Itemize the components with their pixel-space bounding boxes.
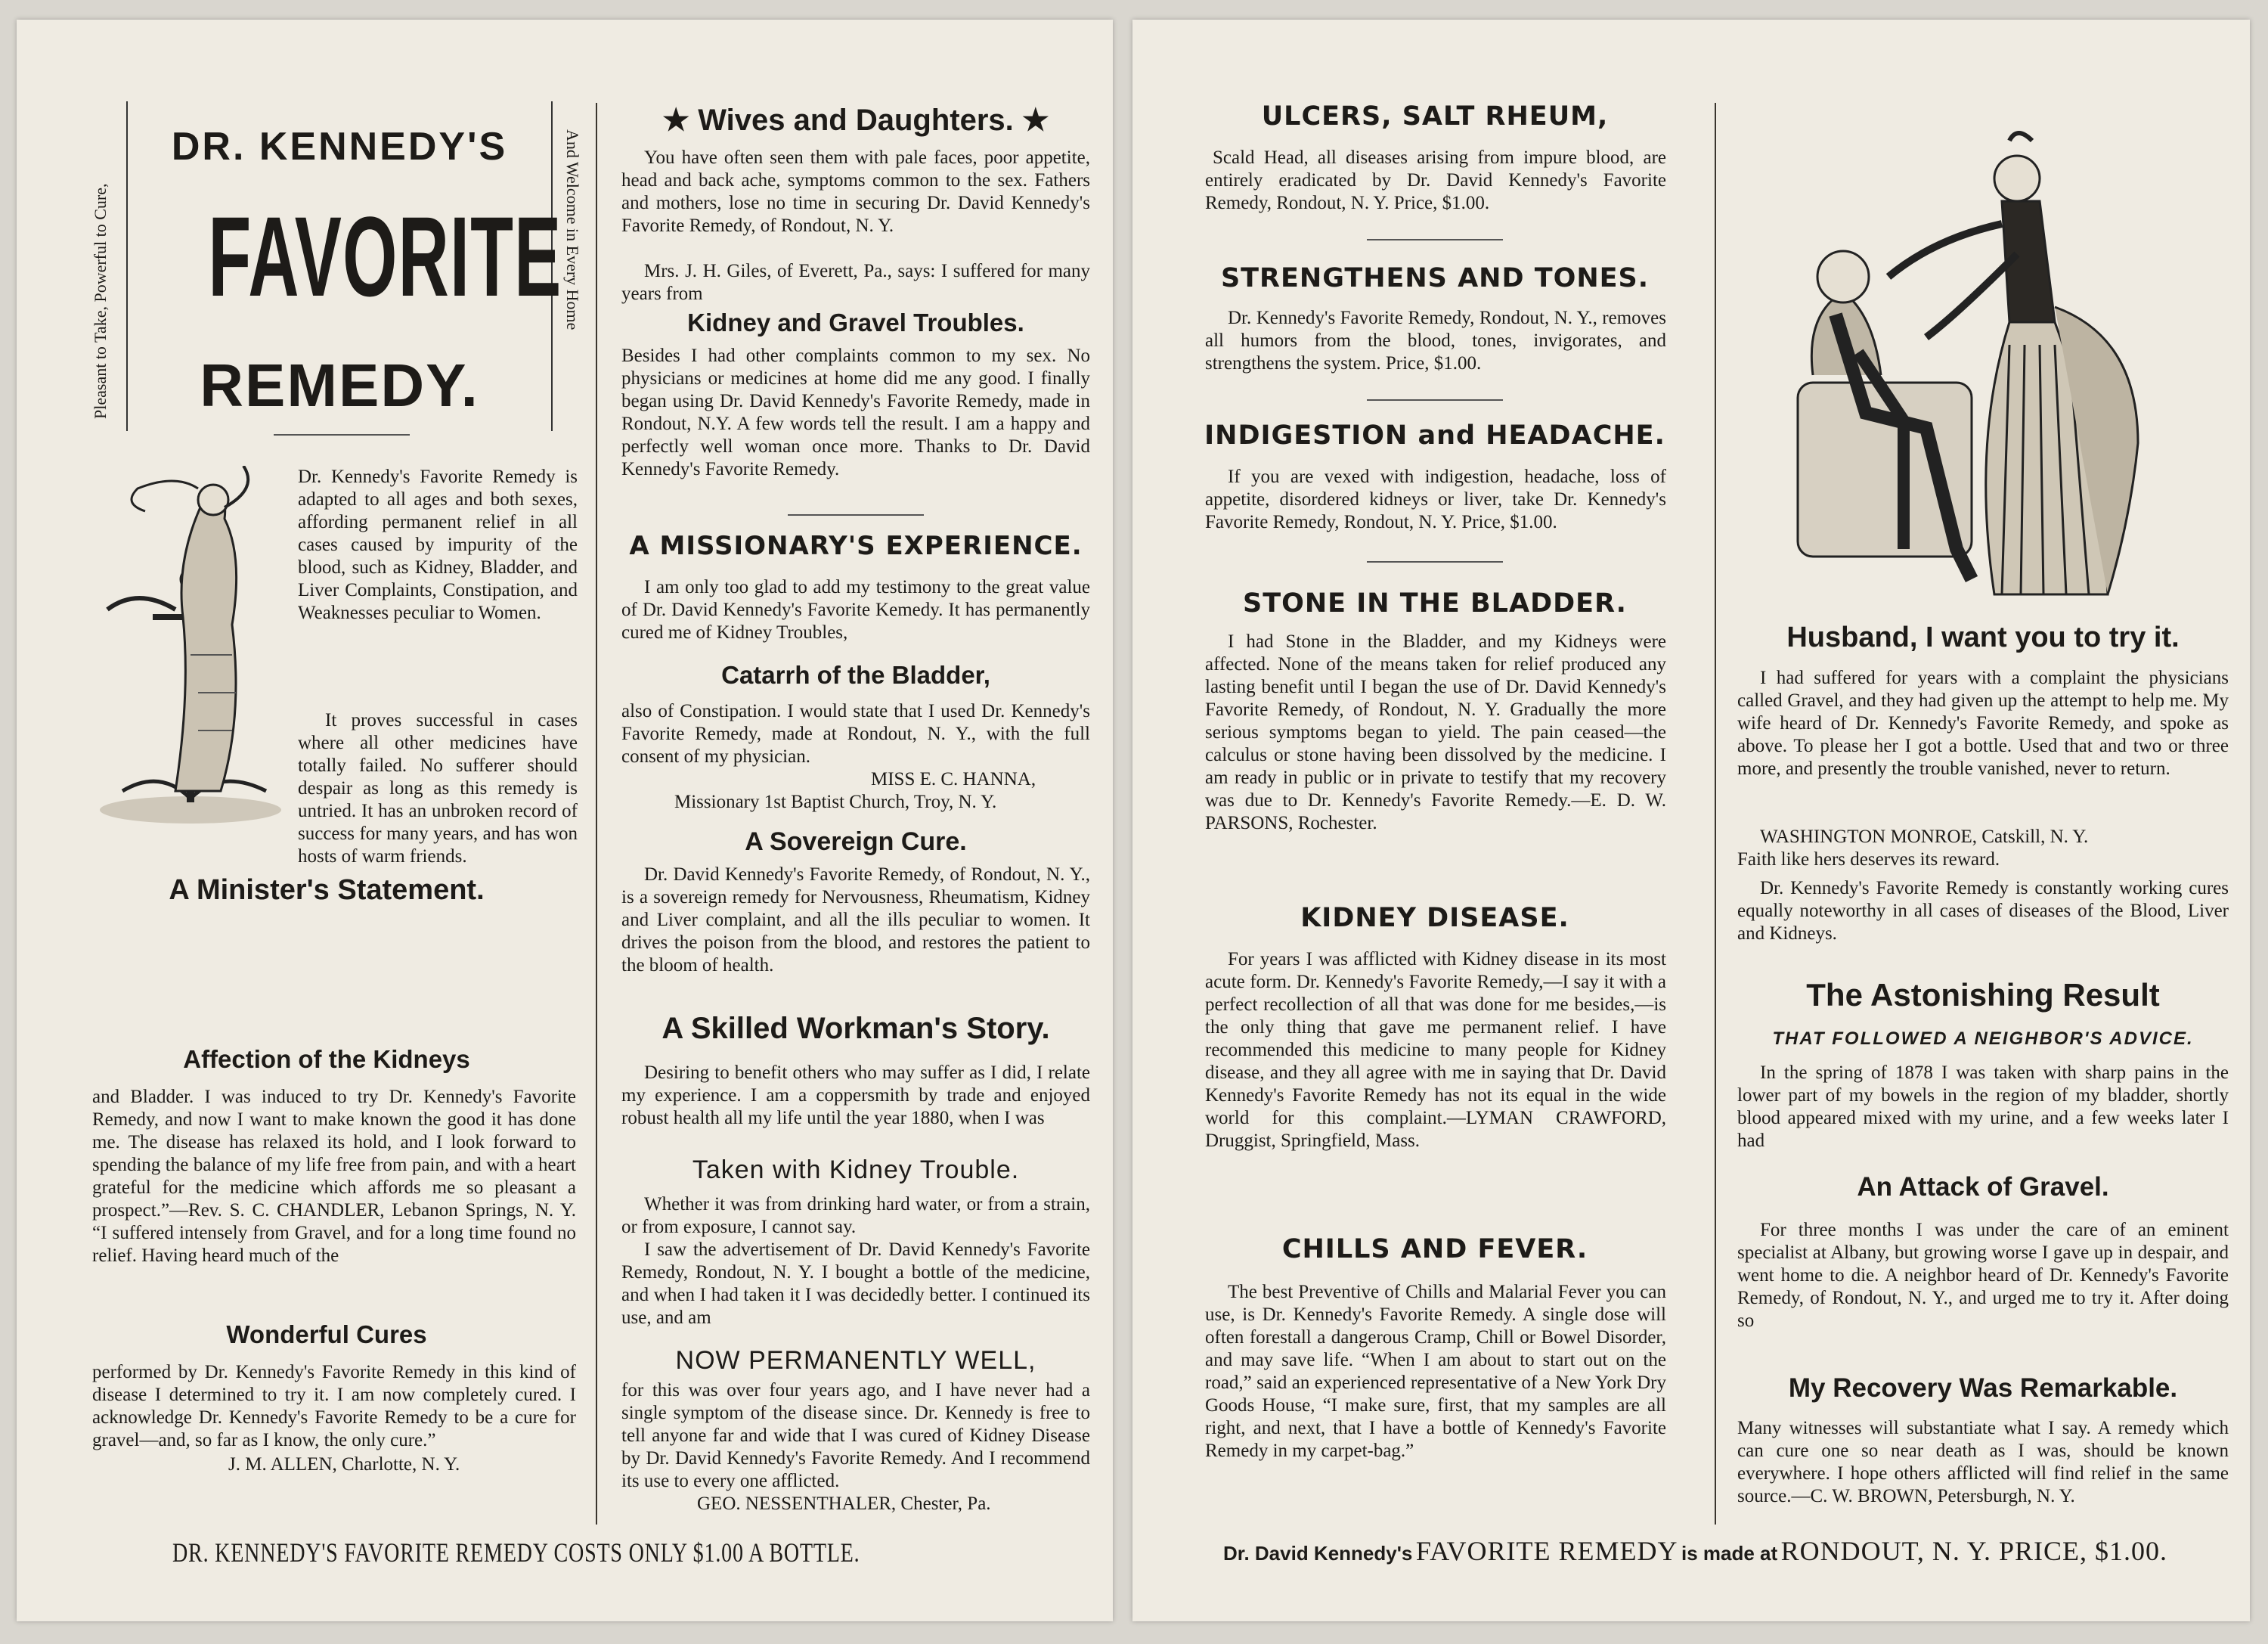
recovery-heading: My Recovery Was Remarkable.	[1788, 1373, 2178, 1403]
missionary-heading: A MISSIONARY'S EXPERIENCE.	[629, 531, 1083, 561]
footer-part-d: RONDOUT, N. Y. PRICE, $1.00.	[1780, 1536, 2167, 1566]
masthead-line2: FAVORITE	[208, 193, 562, 320]
taken-text: Whether it was from drinking hard water, or from a strain, or from exposure, I cannot say.	[621, 1194, 1090, 1237]
divider	[274, 434, 410, 436]
footer-part-c: is made at	[1681, 1542, 1778, 1565]
affection-text: and Bladder. I was induced to try Dr. Kennedy's Favorite Remedy, and now I want to make known the good it has done me. The disease has relaxed its hold, and I look forward to spending the balance of my life free from pain, and with a heart grateful for the medicine which affords me so pleasant a prospect.”—Rev. S. C. CHANDLER, Lebanon Springs, N. Y. “I suffered intensely from Gravel, and for a long time found no relief. Having heard much of the	[92, 1087, 576, 1266]
husband-text: I had suffered for years with a complaint the physicians called Gravel, and they had given up the attempt to help me. My wife heard of Dr. Kennedy's Favorite Remedy, and spoke as above. To please her I got a bottle. Used that and two or three more, and presently the trouble vanished, never to return.	[1737, 668, 2229, 779]
kidney-gravel-text: Besides I had other complaints common to my sex. No physicians or medicines at home did me any good. I finally began using Dr. David Kennedy's Favorite Remedy, made in Rondout, N.Y. A few words tell the result. I am a happy and perfectly well woman once more. Thanks to Dr. David Kennedy's Favorite Remedy.	[621, 346, 1090, 479]
divider	[1367, 561, 1503, 563]
workman-text: Desiring to benefit others who may suffer as I did, I relate my experience. I am a coppersmith by trade and enjoyed robust health all my life until the year 1880, when I was	[621, 1062, 1090, 1128]
divider	[788, 514, 924, 516]
husband-text-2: Faith like hers deserves its reward.	[1737, 849, 2000, 870]
taken-text-2: I saw the advertisement of Dr. David Kennedy's Favorite Remedy, Rondout, N. Y. I bought a bottle of the medicine, and when I had taken it I was decidedly better. I continued its use, and am	[621, 1239, 1090, 1328]
astonishing-heading: The Astonishing Result	[1806, 977, 2160, 1013]
astonishing-text: In the spring of 1878 I was taken with sharp pains in the lower part of my bowels in the region of my bladder, shortly blood appeared mixed with my urine, and a few weeks later I had	[1737, 1062, 2229, 1151]
wonderful-signature: J. M. ALLEN, Charlotte, N. Y.	[228, 1454, 460, 1475]
catarrh-signature-1: MISS E. C. HANNA,	[871, 769, 1036, 789]
indigestion-text: If you are vexed with indigestion, headache, loss of appetite, disordered kidneys or liver, take Dr. Kennedy's Favorite Remedy, Rondout, N. Y. Price, $1.00.	[1205, 467, 1666, 532]
intro-text-2: It proves successful in cases where all other medicines have totally failed. No sufferer should despair as long as this remedy is untried. It has an unbroken record of success for many years, and has won hosts of warm friends.	[298, 710, 578, 867]
strengthens-heading: STRENGTHENS AND TONES.	[1220, 263, 1650, 293]
wives-text: You have often seen them with pale faces, poor appetite, head and back ache, symptoms common to the sex. Fathers and mothers, lose no time in securing Dr. David Kennedy's Favorite Remedy, of Rondout, N. Y.	[621, 147, 1090, 236]
indigestion-heading: INDIGESTION and HEADACHE.	[1204, 420, 1665, 451]
ulcers-text: Scald Head, all diseases arising from impure blood, are entirely eradicated by Dr. David Kennedy's Favorite Remedy, Rondout, N. Y. Price, $1.00.	[1205, 147, 1666, 213]
permanent-heading: NOW PERMANENTLY WELL,	[675, 1346, 1036, 1375]
husband-heading: Husband, I want you to try it.	[1786, 622, 2180, 653]
masthead-line1: DR. KENNEDY'S	[171, 125, 508, 169]
kidney-gravel-heading: Kidney and Gravel Troubles.	[687, 309, 1024, 337]
catarrh-text: also of Constipation. I would state that I used Dr. Kennedy's Favorite Remedy, made at Rondout, N. Y., with the full consent of my physician.	[621, 701, 1090, 767]
workman-heading: A Skilled Workman's Story.	[662, 1012, 1050, 1045]
anchor-maiden-illustration	[92, 466, 296, 829]
wonderful-heading: Wonderful Cures	[226, 1320, 427, 1348]
catarrh-signature-2: Missionary 1st Baptist Church, Troy, N. Y.	[674, 792, 997, 812]
stone-heading: STONE IN THE BLADDER.	[1243, 588, 1627, 619]
gravel-heading: An Attack of Gravel.	[1857, 1172, 2109, 1202]
footer-part-a: Dr. David Kennedy's	[1223, 1542, 1413, 1565]
gravel-text: For three months I was under the care of an eminent specialist at Albany, but growing worse I gave up in despair, and went home to die. A neighbor heard of Dr. Kennedy's Favorite Remedy, of Rondout, N. Y., and urged me to try it. After doing so	[1737, 1220, 2229, 1331]
minister-heading: A Minister's Statement.	[169, 874, 485, 906]
catarrh-heading: Catarrh of the Bladder,	[721, 661, 990, 689]
column-rule	[1715, 103, 1716, 1525]
right-footer	[1223, 1535, 2167, 1567]
kidney-text: For years I was afflicted with Kidney disease in its most acute form. Dr. Kennedy's Favorite Remedy,—I say it with a perfect recollection of all that was done for me besides,—is the only thing that gave me permanent relief. I have recommended this medicine to many people for Kidney disease, and they all agree with me in saying that Dr. David Kennedy's Favorite Remedy has not its equal in the wide world for this complaint.—LYMAN CRAWFORD, Druggist, Springfield, Mass.	[1205, 949, 1666, 1151]
masthead-box	[126, 101, 562, 431]
recovery-text: Many witnesses will substantiate what I say. A remedy which can cure one so near death as I was, should be known everywhere. I hope others afflicted will find relief in the same source.—C. W. BROWN, Petersburgh, N. Y.	[1737, 1418, 2229, 1506]
astonishing-subheading: THAT FOLLOWED A NEIGHBOR'S ADVICE.	[1772, 1028, 2194, 1049]
husband-wife-illustration	[1783, 126, 2176, 625]
chills-text: The best Preventive of Chills and Malarial Fever you can use, is Dr. Kennedy's Favorite Remedy. A single dose will often forestall a dangerous Cramp, Chill or Bowel Disorder, and may save life. “When I am about to start out on the road,” said an experienced representative of a New York Dry Goods House, “I make sure, first, that my samples are all right, and next, that I have a bottle of Kennedy's Favorite Remedy in my carpet-bag.”	[1205, 1282, 1666, 1461]
intro-text: Dr. Kennedy's Favorite Remedy is adapted to all ages and both sexes, affording permanent relief in all cases caused by impurity of the blood, such as Kidney, Bladder, and Liver Complaints, Constipation, and Weaknesses peculiar to Women.	[298, 467, 578, 623]
missionary-text: I am only too glad to add my testimony to the great value of Dr. David Kennedy's Favorite Kemedy. It has permanently cured me of Kidney Troubles,	[621, 577, 1090, 643]
permanent-text: for this was over four years ago, and I have never had a single symptom of the disease since. Dr. Kennedy is free to tell anyone far and wide that I was cured of Kidney Disease by Dr. David Kennedy's Favorite Remedy. And I recommend its use to every one afflicted.	[621, 1380, 1090, 1491]
stone-text: I had Stone in the Bladder, and my Kidneys were affected. None of the means taken for relief produced any lasting benefit until I began the use of Dr. David Kennedy's Favorite Remedy, of Rondout, N. Y. Gradually the more serious symptoms began to yield. The pain ceased—the calculus or stone having been dissolved by the medicine. I am ready in public or in private to testify that my recovery was due to Dr. Kennedy's Favorite Remedy.—E. D. W. PARSONS, Rochester.	[1205, 631, 1666, 833]
masthead-line3: REMEDY.	[200, 352, 479, 419]
husband-signature: WASHINGTON MONROE, Catskill, N. Y.	[1760, 827, 2089, 847]
kidney-heading: KIDNEY DISEASE.	[1300, 903, 1569, 933]
permanent-signature: GEO. NESSENTHALER, Chester, Pa.	[697, 1494, 991, 1514]
wonderful-text: performed by Dr. Kennedy's Favorite Remedy in this kind of disease I determined to try it. I am now completely cured. I acknowledge Dr. Kennedy's Favorite Remedy to be a cure for gravel—and, so far as I know, the only cure.”	[92, 1362, 576, 1450]
left-footer: DR. KENNEDY'S FAVORITE REMEDY COSTS ONLY $1.00 A BOTTLE.	[172, 1537, 860, 1568]
masthead-side-left: Pleasant to Take, Powerful to Cure,	[91, 183, 110, 419]
left-page	[17, 20, 1113, 1621]
chills-heading: CHILLS AND FEVER.	[1281, 1234, 1588, 1264]
husband-text-3: Dr. Kennedy's Favorite Remedy is constantly working cures equally noteworthy in all cases of diseases of the Blood, Liver and Kidneys.	[1737, 878, 2229, 944]
strengthens-text: Dr. Kennedy's Favorite Remedy, Rondout, N. Y., removes all humors from the blood, tones, invigorates, and strengthens the system. Price, $1.00.	[1205, 308, 1666, 374]
wives-text-2: Mrs. J. H. Giles, of Everett, Pa., says: I suffered for many years from	[621, 261, 1090, 304]
masthead-side-right: And Welcome in Every Home	[563, 129, 582, 330]
footer-part-b: FAVORITE REMEDY	[1415, 1536, 1678, 1566]
sovereign-heading: A Sovereign Cure.	[745, 827, 967, 856]
taken-heading: Taken with Kidney Trouble.	[692, 1155, 1020, 1184]
ulcers-heading: ULCERS, SALT RHEUM,	[1261, 101, 1609, 132]
divider	[1367, 399, 1503, 401]
divider	[1367, 239, 1503, 240]
affection-heading: Affection of the Kidneys	[183, 1045, 470, 1073]
right-page	[1132, 20, 2250, 1621]
sovereign-text: Dr. David Kennedy's Favorite Remedy, of Rondout, N. Y., is a sovereign remedy for Nervousness, Rheumatism, Kidney and Liver complaint, and all the ills peculiar to women. It drives the poison from the blood, and restores the patient to the bloom of health.	[621, 864, 1090, 976]
wives-heading: ★ Wives and Daughters. ★	[662, 104, 1049, 137]
column-rule	[596, 103, 597, 1525]
